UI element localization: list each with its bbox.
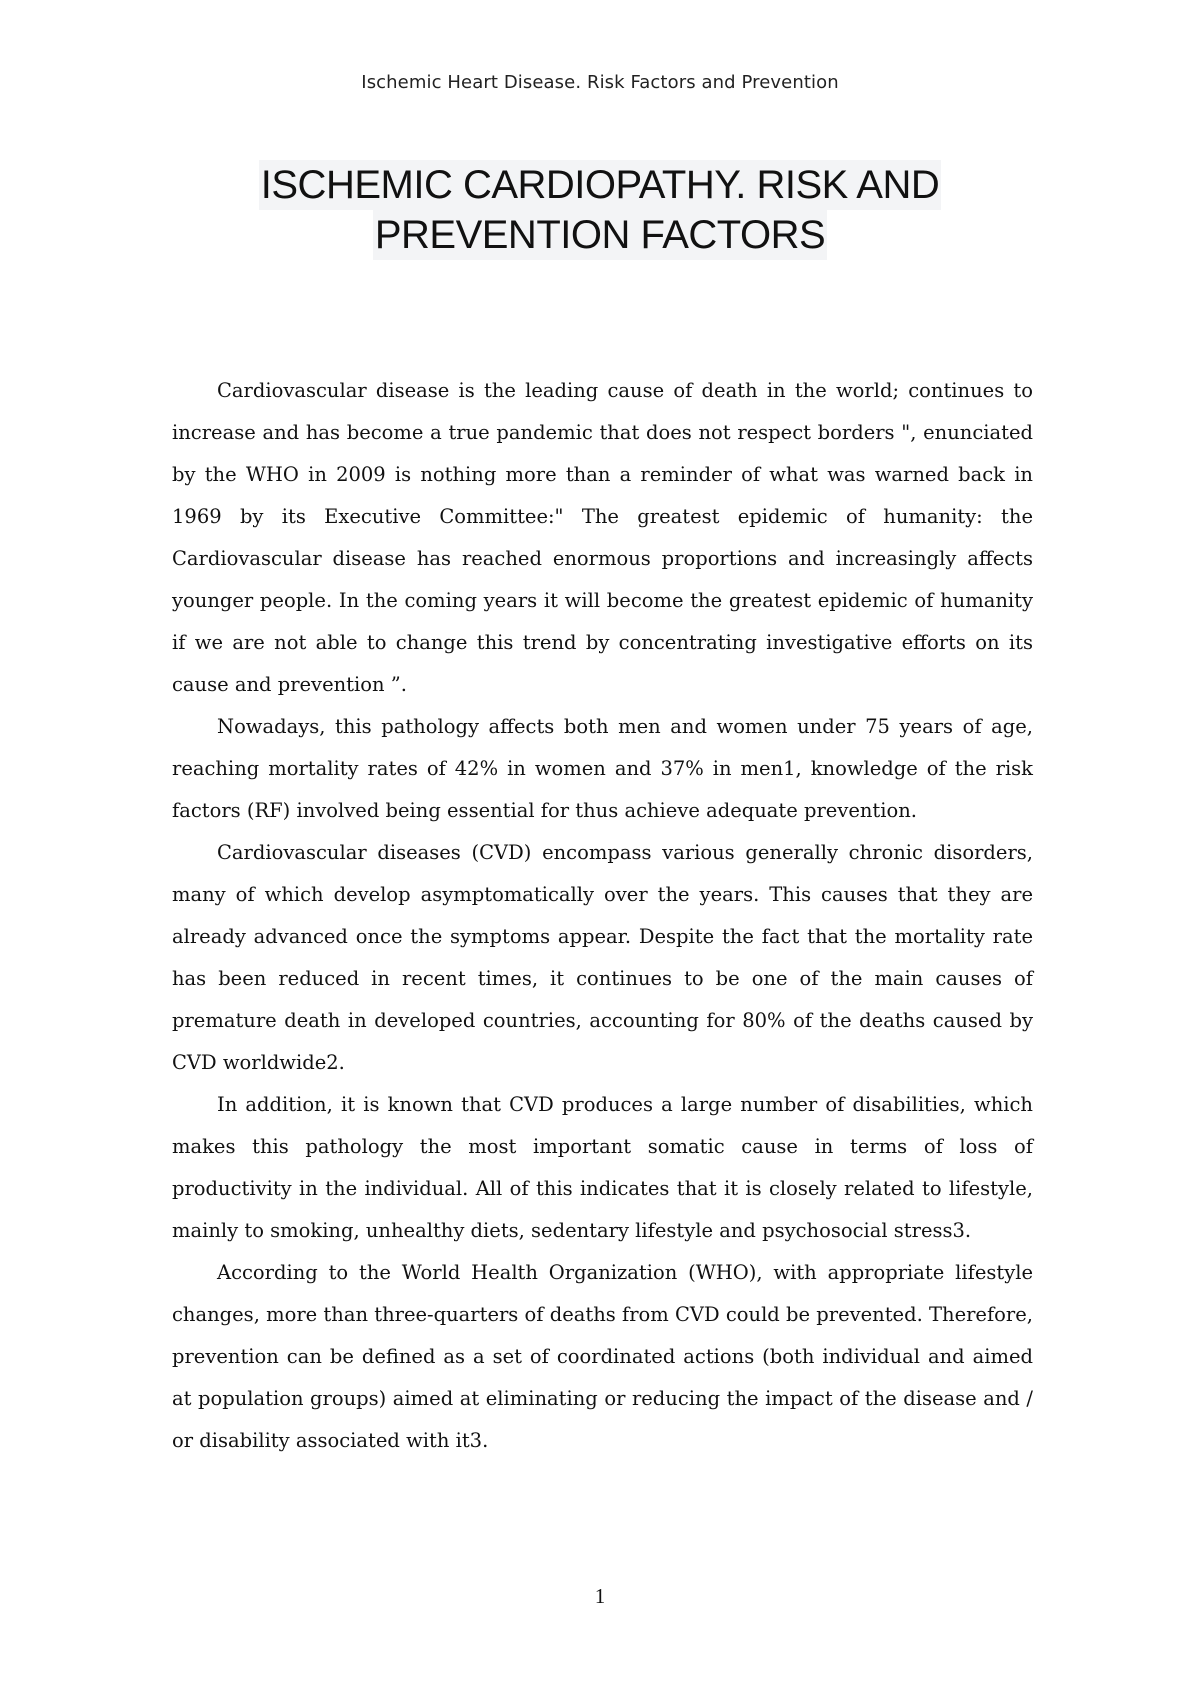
document-title: [160, 160, 1040, 260]
paragraph-5: According to the World Health Organization (WHO), with appropriate lifestyle changes, more than three-quarters of deaths from CVD could be prevented. Therefore, prevention can be defined as a set of coordinated actions (both individual and aimed at population groups) aimed at eliminating or reducing the impact of the disease and / or disability associated with it3.: [172, 1261, 1033, 1452]
title-line-2: PREVENTION FACTORS: [373, 210, 827, 260]
paragraph-2: Nowadays, this pathology affects both men and women under 75 years of age, reaching mortality rates of 42% in women and 37% in men1, knowledge of the risk factors (RF) involved being essential for thus achieve adequate prevention.: [172, 715, 1033, 822]
paragraph-1: Cardiovascular disease is the leading cause of death in the world; continues to increase and has become a true pandemic that does not respect borders ", enunciated by the WHO in 2009 is nothing more than a reminder of what was warned back in 1969 by its Executive Committee:" The greatest epidemic of humanity: the Cardiovascular disease has reached enormous proportions and increasingly affects younger people. In the coming years it will become the greatest epidemic of humanity if we are not able to change this trend by concentrating investigative efforts on its cause and prevention ”.: [172, 379, 1033, 696]
body-text: [172, 370, 1033, 1462]
paragraph-4: In addition, it is known that CVD produces a large number of disabilities, which makes this pathology the most important somatic cause in terms of loss of productivity in the individual. All of this indicates that it is closely related to lifestyle, mainly to smoking, unhealthy diets, sedentary lifestyle and psychosocial stress3.: [172, 1093, 1033, 1242]
running-header: Ischemic Heart Disease. Risk Factors and Prevention: [361, 72, 839, 93]
title-line-1: ISCHEMIC CARDIOPATHY. RISK AND: [259, 160, 941, 210]
page-number: 1: [594, 1584, 606, 1608]
paragraph-3: Cardiovascular diseases (CVD) encompass various generally chronic disorders, many of which develop asymptomatically over the years. This causes that they are already advanced once the symptoms appear. Despite the fact that the mortality rate has been reduced in recent times, it continues to be one of the main causes of premature death in developed countries, accounting for 80% of the deaths caused by CVD worldwide2.: [172, 841, 1033, 1074]
